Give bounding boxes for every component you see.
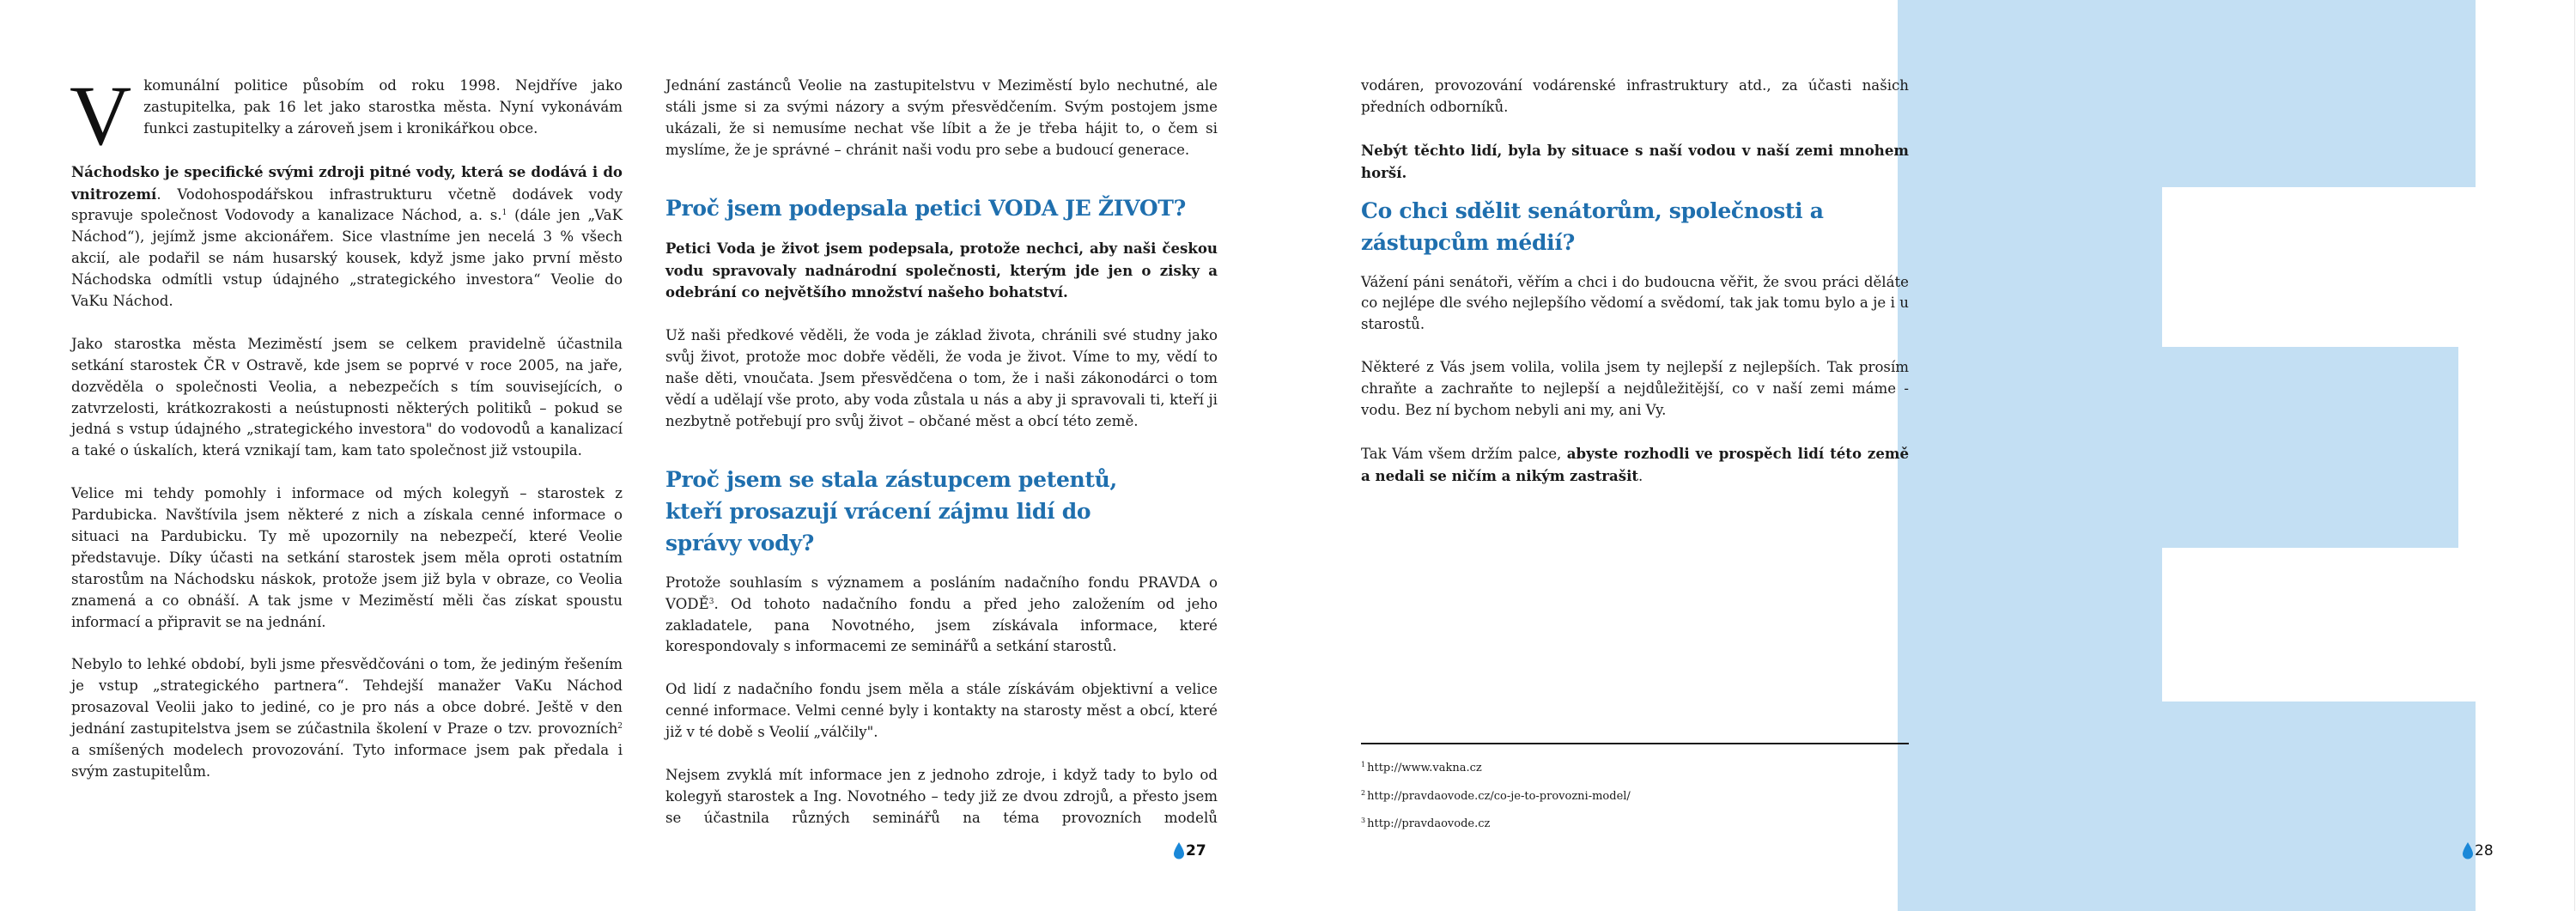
paragraph: Nejsem zvyklá mít informace jen z jednoho zdroje, i když tady to bylo od kolegyň starostek a Ing. Novotného – tedy již ze dvou zdrojů, a přesto jsem se účastnila různých seminářů na téma provozních modelů [665,766,1218,826]
paragraph [1361,140,1909,185]
page-number-text: 28 [2475,842,2494,859]
paragraph: vodáren, provozování vodárenské infrastruktury atd., za účasti našich předních odborníků. [1361,77,1909,115]
letter-e-middle-bar [1898,347,2458,548]
footnote-number: 2 [1361,788,1366,797]
letter-e-bottom-bar [1898,701,2476,911]
footnote-link[interactable]: http://pravdaovode.cz/co-je-to-provozni-model/ [1367,789,1631,803]
footnote-item [1361,783,1909,811]
paragraph: Vážení páni senátoři, věřím a chci i do budoucna věřit, že svou práci děláte co nejlépe dle svého nejlepšího vědomí a svědomí, tak jak tomu bylo a je i u starostů. [1361,273,1909,333]
paragraph: Už naši předkové věděli, že voda je základ života, chránili své studny jako svůj život, protože moc dobře věděli, že voda je život. Víme to my, vědí to naše děti, vnoučata. Jsem přesvědčena o tom, že i naši zákonodárci o tom vědí a udělají vše proto, aby voda zůstala u nás a aby ji spravovali ti, kteří ji nezbytně potřebují pro svůj život – občané měst a obcí této země. [665,327,1218,429]
column-3 [1361,76,1909,508]
footnote-link[interactable]: http://www.vakna.cz [1367,762,1482,774]
column-1 [70,68,623,805]
paragraph: Jako starostka města Meziměstí jsem se celkem pravidelně účastnila setkání starostek ČR v Ostravě, kde jsem se poprvé v roce 2005, na jaře, dozvěděla o společnosti Veolia, a nebezpečích s tím souvisejících, o zatvrzelosti, krátkozrakosti a neústupnosti některých politiků – pokud se jedná s vstup údajného „strategického investora" do vodovodů a kanalizací a také o úskalích, která vznikají tam, kam tato společnost již vstoupila. [71,335,623,459]
footnote-number: 1 [1361,761,1366,768]
drop-cap: V [70,68,132,163]
page-number-text: 27 [1186,842,1206,859]
emphasis-text: Petici Voda je život jsem podepsala, protože nechci, aby naši českou vodu spravovaly nadnárodní společnosti, kterým jde jen o zisky a odebrání co největšího množství našeho bohatství. [665,239,1218,301]
footnote-number: 3 [1361,817,1366,824]
paragraph: Náchodsko je specifické svými zdroji pitné vody, která se dodává i do vnitrozemí. Vodohospodářskou infrastrukturu včetně dodávek vody spravuje společnost Vodovody a kanalizace Náchod, a. s.$^1$ (dále jen „VaK Náchod“), jejímž jsme akcionářem. Sice vlastníme jen necelá 3 % všech akcií, ale podařil se nám husarský kousek, když jsme jako první město Náchodska odmítli vstup údajného „strategického investora“ Veolie do VaKu Náchod. [71,162,623,310]
letter-e-top-bar [1898,0,2476,187]
page-edge-line [2574,0,2575,911]
footnote-ref: 3 [708,597,714,606]
paragraph: Nebylo to lehké období, byli jsme přesvědčováni o tom, že jediným řešením je vstup „strategického partnera“. Tehdejší manažer VaKu Náchod prosazoval Veolii jako to jediné, co je pro nás a obce dobré. Ještě v den jednání zastupitelstva jsem se zúčastnila školení v Praze o tzv. provozních$^2$ a smíšených modelech provozování. Tyto informace jsem pak předala i svým zastupitelům. [71,656,623,780]
intro-paragraph: V komunální politice působím od roku 1998. Nejdříve jako zastupitelka, pak 16 let jako starostka města. Nyní vykonávám funkci zastupitelky a zároveň jsem i kronikářkou obce. [70,68,623,163]
section-heading: Co chci sdělit senátorům, společnosti a zástupcům médií? [1361,197,1824,255]
footnote-item [1361,811,1909,839]
footnote-ref: 2 [617,722,623,732]
emphasis-text: abyste rozhodli ve prospěch lidí této země a nedali se ničím a nikým zastrašit [1361,444,1909,484]
footnote-divider [1361,743,1909,744]
paragraph: Některé z Vás jsem volila, volila jsem ty nejlepší z nejlepších. Tak prosím chraňte a zachraňte to nejlepší a nejdůležitější, co v naší zemi máme - vodu. Bez ní bychom nebyli ani my, ani Vy. [1361,359,1909,418]
water-drop-icon [1174,842,1184,859]
section-heading: Proč jsem se stala zástupcem petentů, kteří prosazují vrácení zájmu lidí do správy vody? [665,466,1117,556]
page-number-right [2463,842,2494,859]
emphasis-text: Náchodsko je specifické svými zdroji pitné vody, která se dodává i do vnitrozemí [71,162,623,203]
water-drop-icon [2463,842,2473,859]
paragraph: Protože souhlasím s významem a posláním nadačního fondu PRAVDA o VODĚ$^3$. Od tohoto nadačního fondu a před jeho založením od jeho zakladatele, pana Novotného, jsem získávala informace, které korespondovaly s informacemi ze seminářů a setkání starostů. [665,574,1218,655]
footnote-ref: 1 [501,209,507,218]
section-heading: Proč jsem podepsala petici VODA JE ŽIVOT? [665,195,1187,221]
emphasis-text: Nebýt těchto lidí, byla by situace s naší vodou v naší zemi mnohem horší. [1361,141,1909,181]
page-number-left [1174,842,1206,859]
paragraph: Velice mi tehdy pomohly i informace od mých kolegyň – starostek z Pardubicka. Navštívila jsem některé z nich a získala cenné informace o situaci na Pardubicku. Ty mě upozornily na nebezpečí, které Veolie představuje. Díky účasti na setkání starostek jsem měla oproti ostatním starostům na Náchodsku náskok, protože jsem již byla v obraze, co Veolia znamená a co obnáší. A tak jsme v Meziměstí měli čas získat spoustu informací a připravit se na jednání. [71,485,623,630]
paragraph [665,238,1218,305]
column-2 [665,76,1218,851]
footnote-item [1361,755,1909,783]
paragraph: Od lidí z nadačního fondu jsem měla a stále získávám objektivní a velice cenné informace. Velmi cenné byly i kontakty na starosty měst a obcí, které již v té době s Veolií „válčily". [665,681,1218,741]
footnotes [1361,755,1909,839]
paragraph: Jednání zastánců Veolie na zastupitelstvu v Meziměstí bylo nechutné, ale stáli jsme si za svými názory a svým přesvědčením. Svým postojem jsme ukázali, že si nemusíme nechat vše líbit a že je třeba hájit to, o čem si myslíme, že je správné – chránit naši vodu pro sebe a budoucí generace. [665,77,1218,158]
paragraph: Tak Vám všem držím palce, abyste rozhodli ve prospěch lidí této země a nedali se ničím a nikým zastrašit. [1361,444,1909,484]
footnote-link[interactable]: http://pravdaovode.cz [1367,817,1491,830]
